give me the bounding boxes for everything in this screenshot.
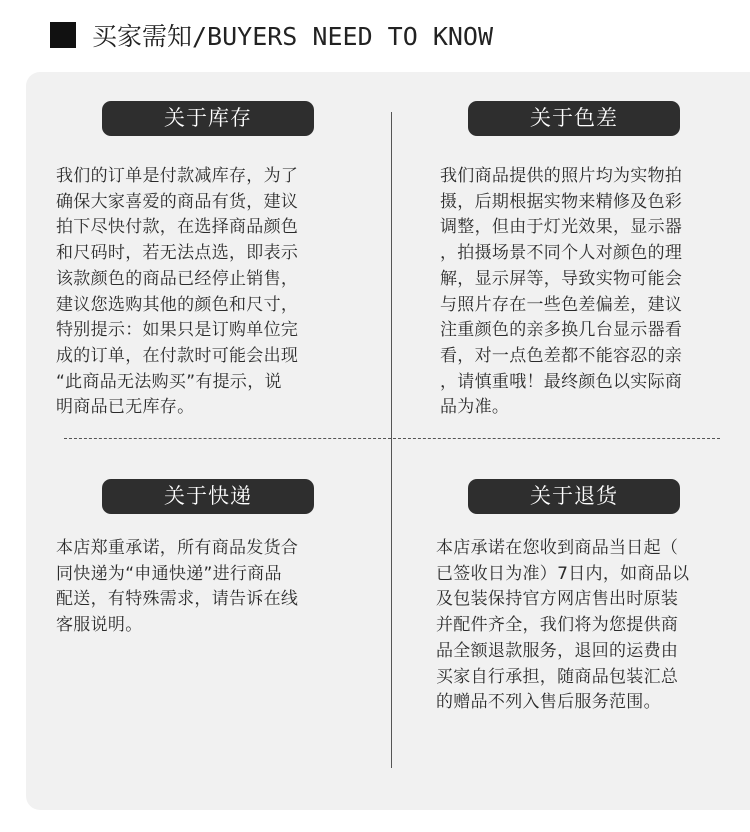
page-header xyxy=(50,18,493,52)
section-body-color-difference: 我们商品提供的照片均为实物拍 摄，后期根据实物来精修及色彩 调整，但由于灯光效果，显示器 ，拍摄场景不同个人对颜色的理 解，显示屏等，导致实物可能会 与照片存在一些色差偏差，建议 注重颜色的亲多换几台显示器看 看，对一点色差都不能容忍的亲 ，请慎重哦！最终颜色以实际商 品为准。 xyxy=(440,166,683,418)
square-bullet-icon xyxy=(50,22,76,48)
section-heading-shipping: 关于快递 xyxy=(102,479,314,514)
section-heading-inventory: 关于库存 xyxy=(102,101,314,136)
page-title: 买家需知/BUYERS NEED TO KNOW xyxy=(92,22,494,51)
section-body-inventory: 我们的订单是付款减库存，为了 确保大家喜爱的商品有货，建议 拍下尽快付款，在选择商品颜色 和尺码时，若无法点选，即表示 该款颜色的商品已经停止销售， 建议您选购其他的颜色和尺寸， 特别提示：如果只是订购单位完 成的订单，在付款时可能会出现 “此商品无法购买”有提示，说 明商品已无库存。 xyxy=(56,166,299,418)
section-body-shipping: 本店郑重承诺，所有商品发货合 同快递为“申通快递”进行商品 配送，有特殊需求，请告诉在线 客服说明。 xyxy=(56,538,299,636)
section-heading-color-difference: 关于色差 xyxy=(468,101,680,136)
vertical-divider xyxy=(391,112,392,768)
horizontal-divider xyxy=(64,438,720,439)
section-heading-returns: 关于退货 xyxy=(468,479,680,514)
section-body-returns: 本店承诺在您收到商品当日起（ 已签收日为准）7日内，如商品以 及包装保持官方网店售出时原装 并配件齐全，我们将为您提供商 品全额退款服务，退回的运费由 买家自行承担，随商品包装汇总 的赠品不列入售后服务范围。 xyxy=(436,538,690,713)
